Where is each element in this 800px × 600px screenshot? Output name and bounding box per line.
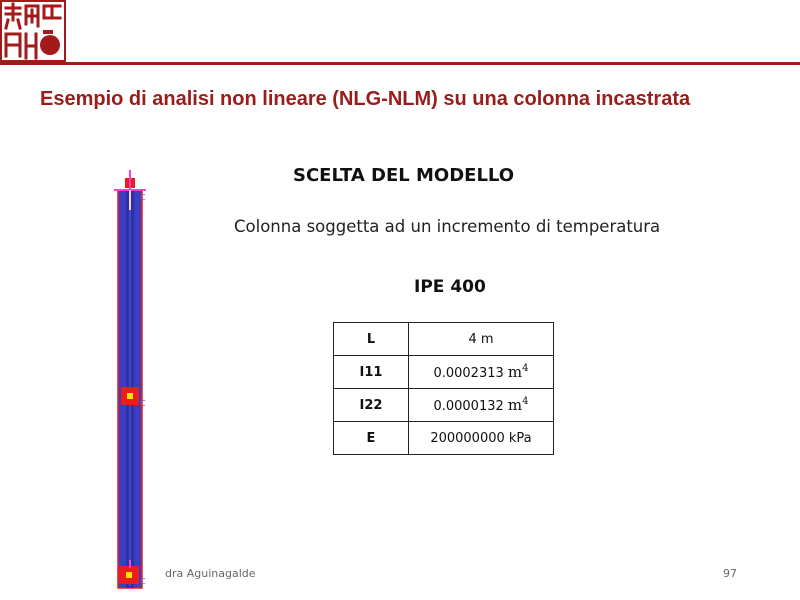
property-value [409,389,554,422]
description-text: Colonna soggetta ad un incremento di temperatura [234,217,661,236]
table-row [334,323,554,356]
property-value-text: 4 m [468,331,494,347]
property-value-text: 200000000 kPa [430,430,532,446]
property-key: L [334,323,409,356]
page-number: 97 [723,567,737,580]
header-rule [0,62,800,65]
property-unit [508,396,529,414]
profile-label: IPE 400 [414,277,486,297]
table-row [334,389,554,422]
property-key: I11 [334,356,409,389]
property-value-text: 0.0000132 [433,399,504,414]
red-seal-stamp-logo-icon [0,0,66,64]
unit-symbol: m [507,396,523,414]
property-value [409,323,554,356]
unit-symbol: m [507,363,523,381]
section-heading: SCELTA DEL MODELLO [293,165,515,186]
unit-exponent: 4 [522,363,529,374]
property-value [409,356,554,389]
node-label: C [140,399,146,408]
fem-column-model-icon [110,170,154,590]
slide-title: Esempio di analisi non lineare (NLG-NLM) su una colonna incastrata [40,88,691,110]
property-key: E [334,422,409,455]
property-value [409,422,554,455]
property-value-text: 0.0002313 [433,366,504,381]
table-row [334,422,554,455]
footer-author: dra Aguinagalde [165,567,256,580]
unit-exponent: 4 [522,396,529,407]
node-label: C [140,577,146,586]
node-label: C [140,193,146,202]
properties-table [333,322,554,455]
property-key: I22 [334,389,409,422]
property-unit [508,363,529,381]
table-row [334,356,554,389]
